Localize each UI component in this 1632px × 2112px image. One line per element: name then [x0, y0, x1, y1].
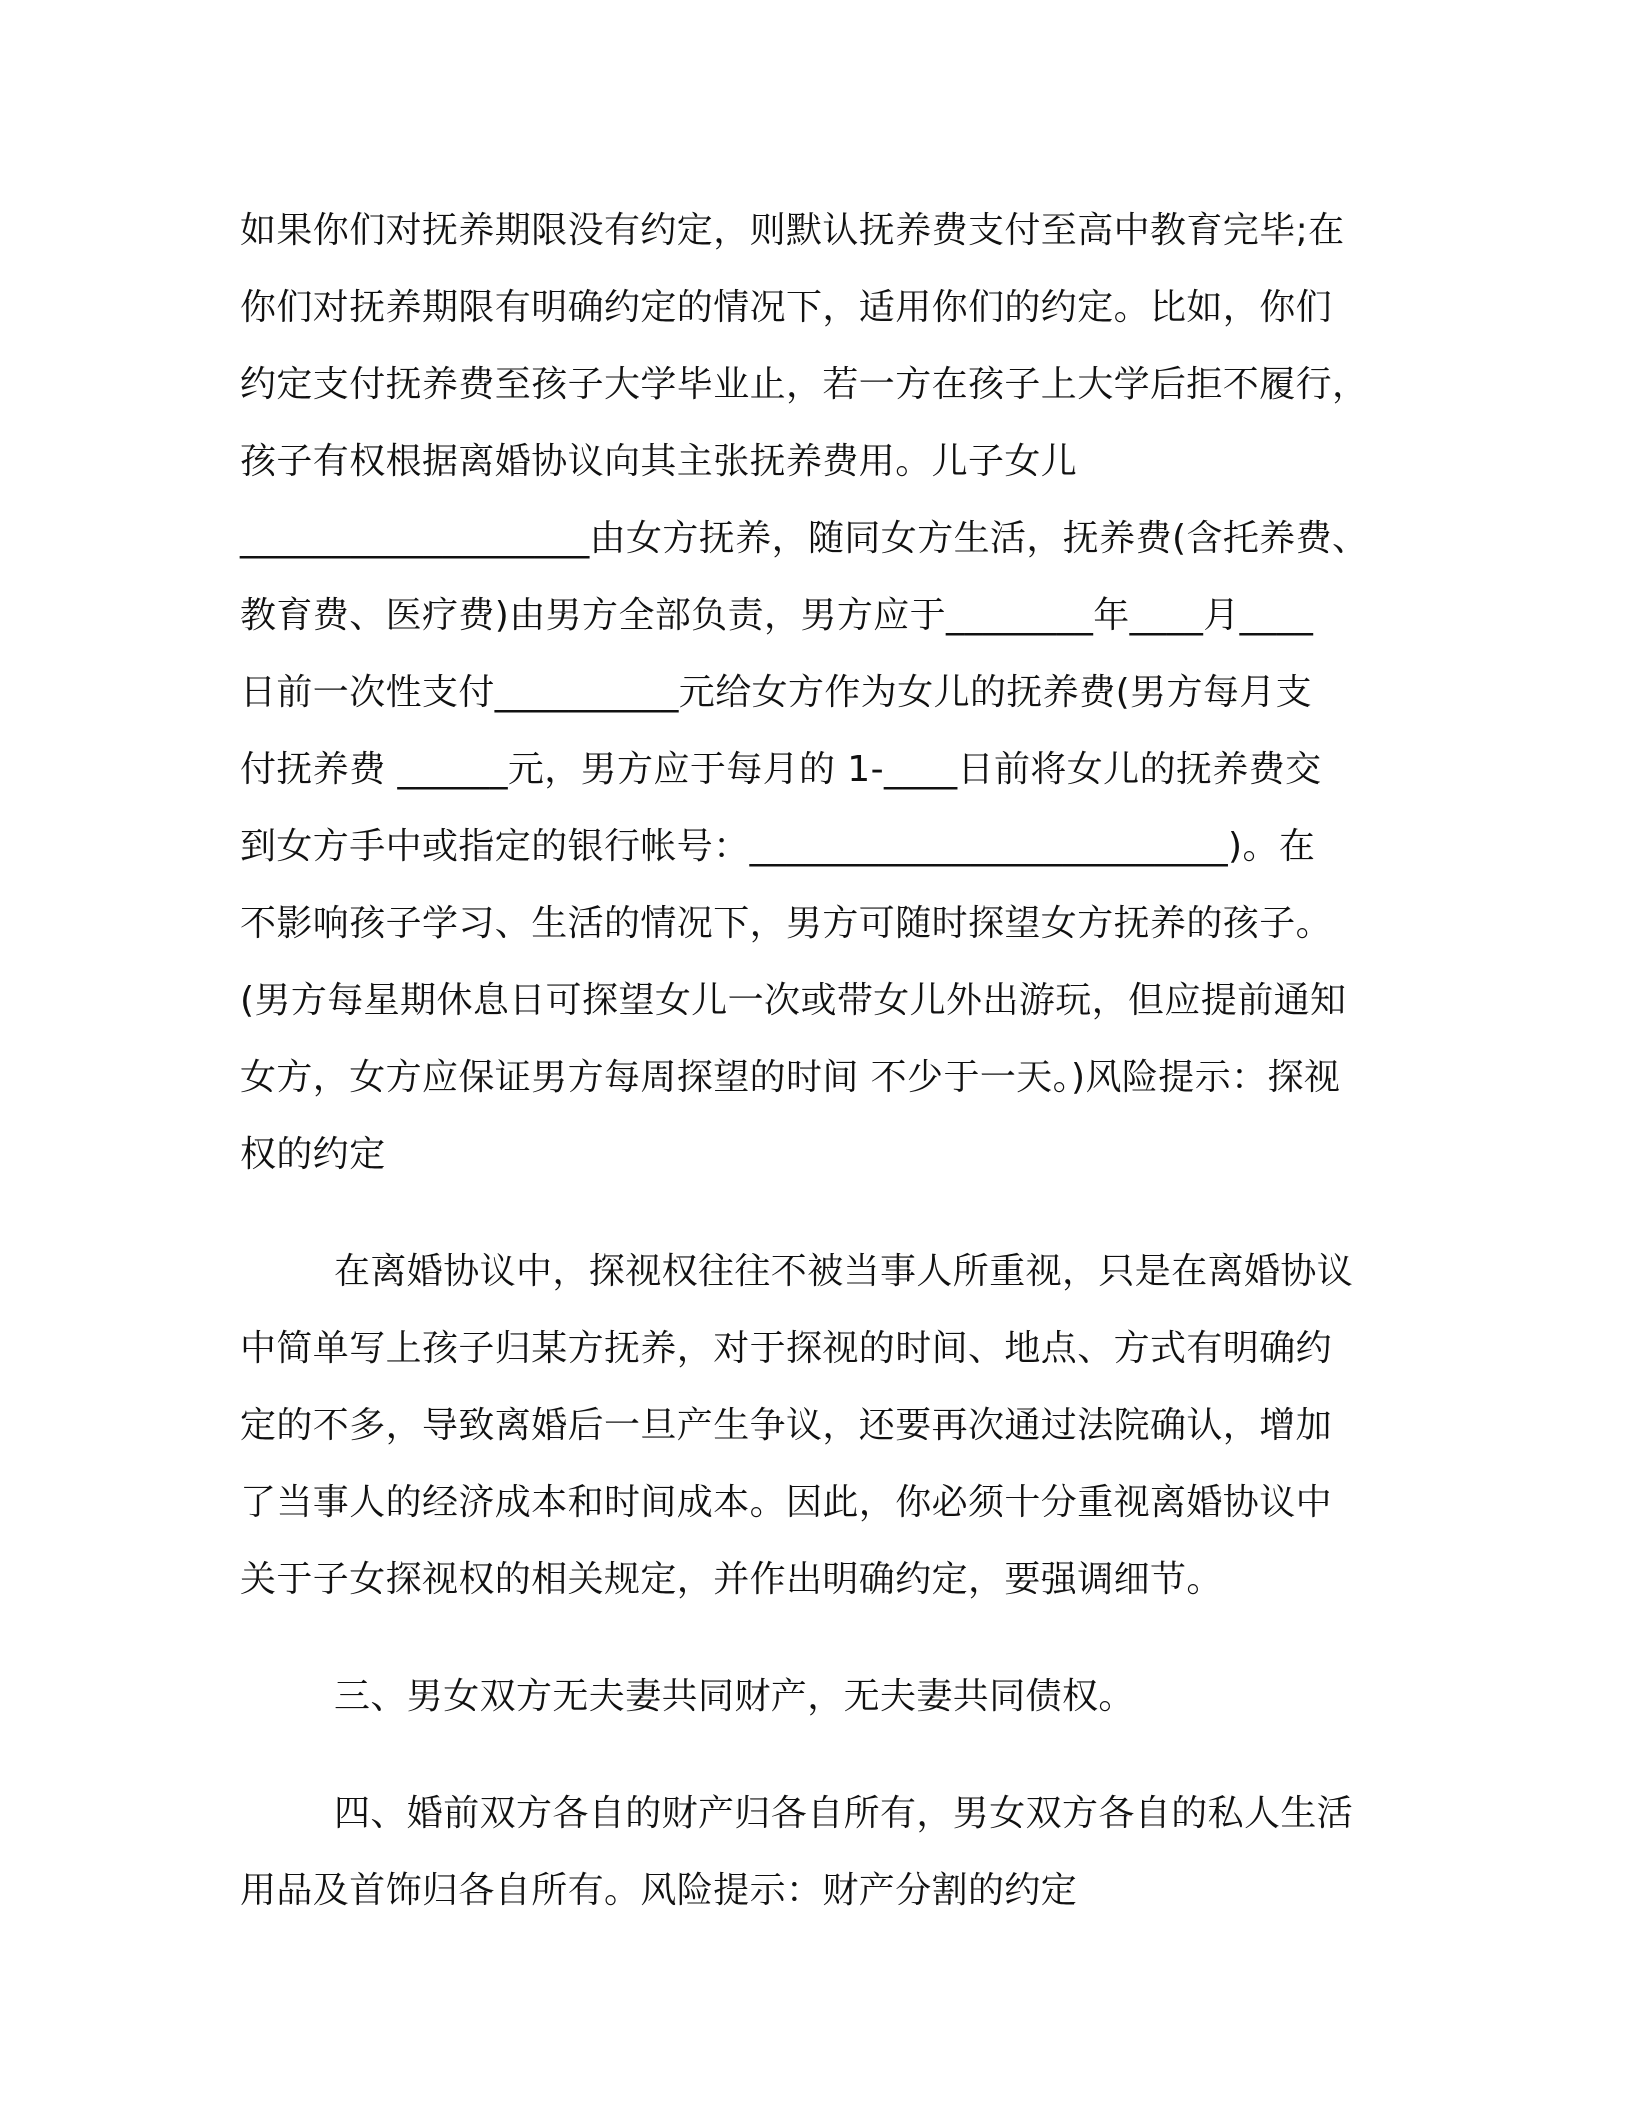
text-line: 用品及首饰归各自所有。风险提示：财产分割的约定 [240, 1870, 1078, 1911]
text-line: (男方每星期休息日可探望女儿一次或带女儿外出游玩，但应提前通知 [240, 980, 1347, 1021]
text-line: 你们对抚养期限有明确约定的情况下，适用你们的约定。比如，你们 [240, 287, 1333, 328]
text-line: ___________________由女方抚养，随同女方生活，抚养费(含托养费、 [240, 518, 1369, 559]
text-line: 日前一次性支付__________元给女方作为女儿的抚养费(男方每月支 [240, 672, 1313, 713]
paragraph-visitation-rights [240, 1233, 1400, 1618]
text-line: 女方，女方应保证男方每周探望的时间 不少于一天。)风险提示：探视 [240, 1057, 1341, 1098]
text-line: 到女方手中或指定的银行帐号：__________________________)。在 [240, 826, 1316, 867]
paragraph-child-support [240, 192, 1400, 1193]
text-line: 权的约定 [240, 1134, 386, 1175]
text-line: 在离婚协议中，探视权往往不被当事人所重视，只是在离婚协议 [334, 1251, 1354, 1292]
text-line: 了当事人的经济成本和时间成本。因此，你必须十分重视离婚协议中 [240, 1482, 1333, 1523]
text-line: 中简单写上孩子归某方抚养，对于探视的时间、地点、方式有明确约 [240, 1328, 1333, 1369]
text-line: 四、婚前双方各自的财产归各自所有，男女双方各自的私人生活 [334, 1793, 1354, 1834]
document-body [240, 192, 1400, 1929]
text-line: 定的不多，导致离婚后一旦产生争议，还要再次通过法院确认，增加 [240, 1405, 1333, 1446]
text-line: 三、男女双方无夫妻共同财产，无夫妻共同债权。 [334, 1676, 1135, 1717]
text-line: 如果你们对抚养期限没有约定，则默认抚养费支付至高中教育完毕;在 [240, 210, 1345, 251]
text-line: 付抚养费 ______元，男方应于每月的 1-____日前将女儿的抚养费交 [240, 749, 1322, 790]
text-line: 教育费、医疗费)由男方全部负责，男方应于________年____月____ [240, 595, 1314, 636]
text-line: 孩子有权根据离婚协议向其主张抚养费用。儿子女儿 [240, 441, 1078, 482]
paragraph-clause-three [240, 1658, 1400, 1735]
text-line: 关于子女探视权的相关规定，并作出明确约定，要强调细节。 [240, 1559, 1223, 1600]
paragraph-clause-four [240, 1775, 1400, 1929]
text-line: 约定支付抚养费至孩子大学毕业止，若一方在孩子上大学后拒不履行， [240, 364, 1369, 405]
text-line: 不影响孩子学习、生活的情况下，男方可随时探望女方抚养的孩子。 [240, 903, 1333, 944]
